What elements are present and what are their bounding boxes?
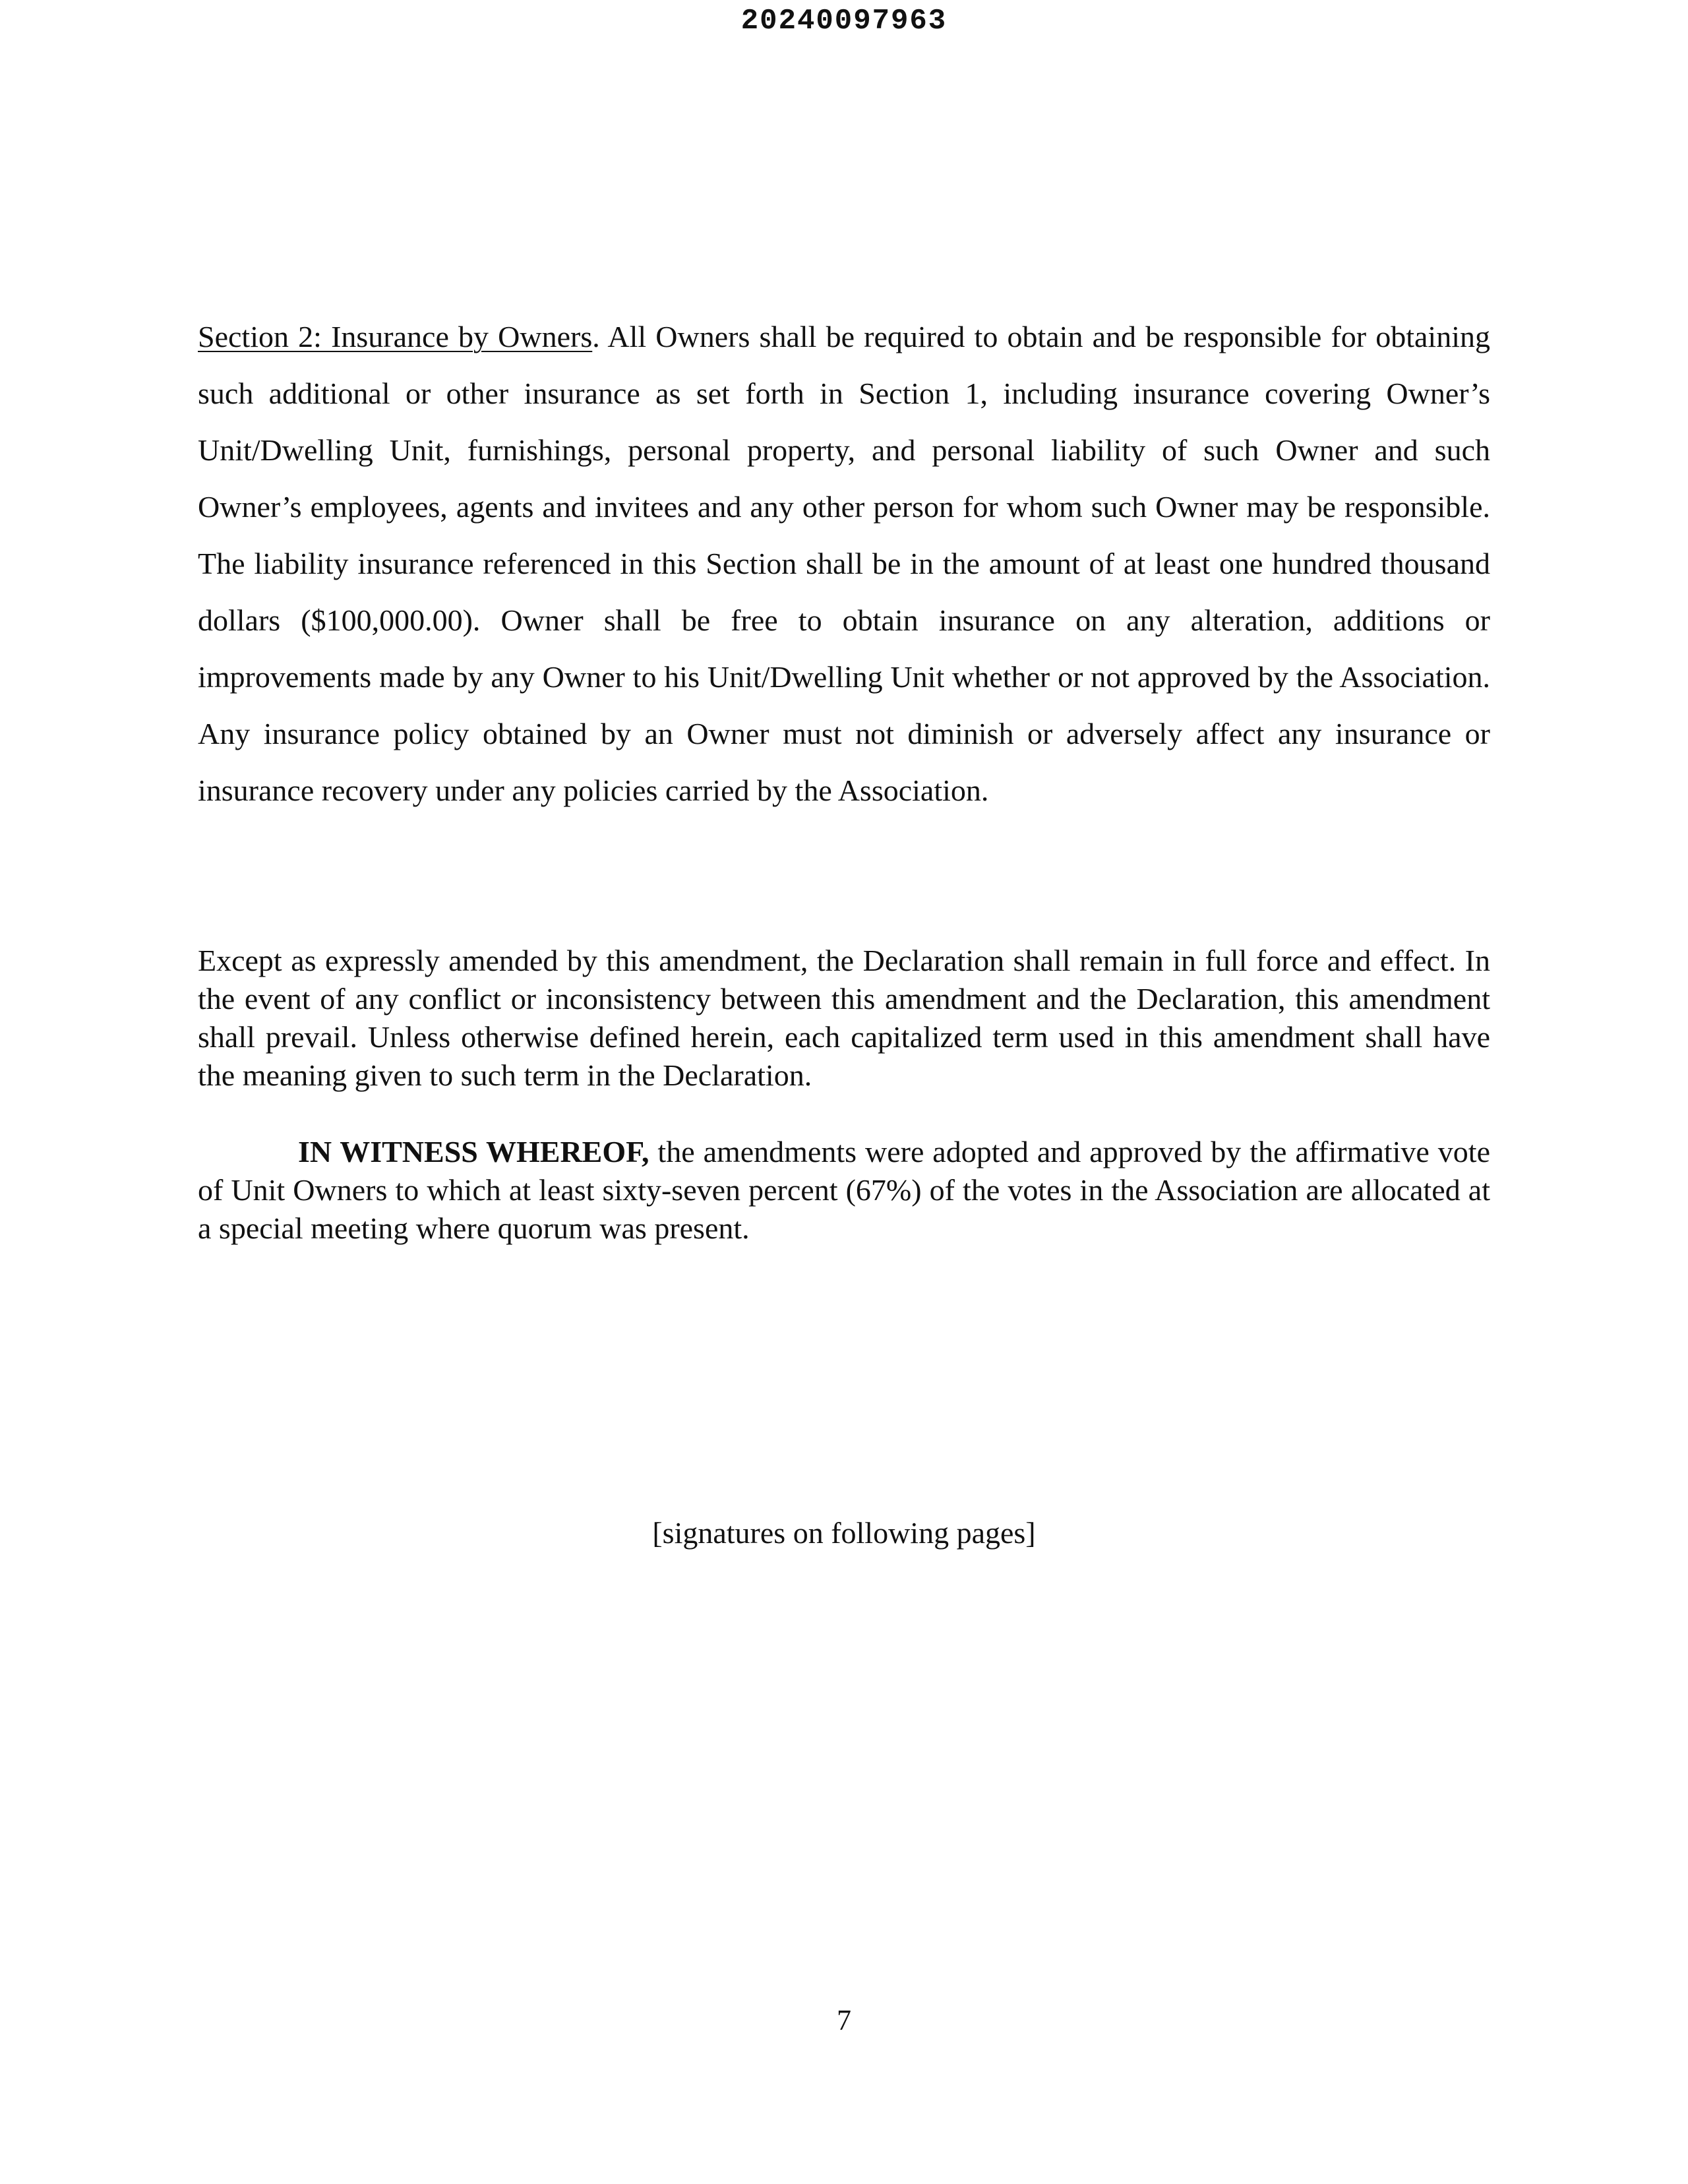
witness-clause-paragraph [198, 1133, 1490, 1248]
section-2-heading: Section 2: Insurance by Owners [198, 320, 593, 353]
signatures-note: [signatures on following pages] [652, 1516, 1036, 1550]
page-number: 7 [837, 2004, 851, 2036]
except-clause-paragraph: Except as expressly amended by this amendment, the Declaration shall remain in full force and effect. In the event of any conflict or inconsistency between this amendment and the Declaration, this amendment shall prevail. Unless otherwise defined herein, each capitalized term used in this amendment shall have the meaning given to such term in the Declaration. [198, 944, 1490, 1092]
section-2-body: All Owners shall be required to obtain and be responsible for obtaining such additional or other insurance as set forth in Section 1, including insurance covering Owner’s Unit/Dwelling Unit, furnishings, personal property, and personal liability of such Owner and such Owner’s employees, agents and invitees and any other person for whom such Owner may be responsible. The liability insurance referenced in this Section shall be in the amount of at least one hundred thousand dollars ($100,000.00). Owner shall be free to obtain insurance on any alteration, additions or improvements made by any Owner to his Unit/Dwelling Unit whether or not approved by the Association. Any insurance policy obtained by an Owner must not diminish or adversely affect any insurance or insurance recovery under any policies carried by the Association. [198, 320, 1490, 807]
section-2-heading-punctuation: . [592, 320, 600, 353]
section-2-paragraph [198, 309, 1490, 819]
witness-body: the amendments were adopted and approved by the affirmative vote of Unit Owners to which at least sixty-seven percent (67%) of the votes in the Association are allocated at a special meeting where quorum was present. [198, 1135, 1490, 1245]
witness-lead: IN WITNESS WHEREOF, [298, 1135, 649, 1168]
document-number: 20240097963 [740, 5, 948, 38]
